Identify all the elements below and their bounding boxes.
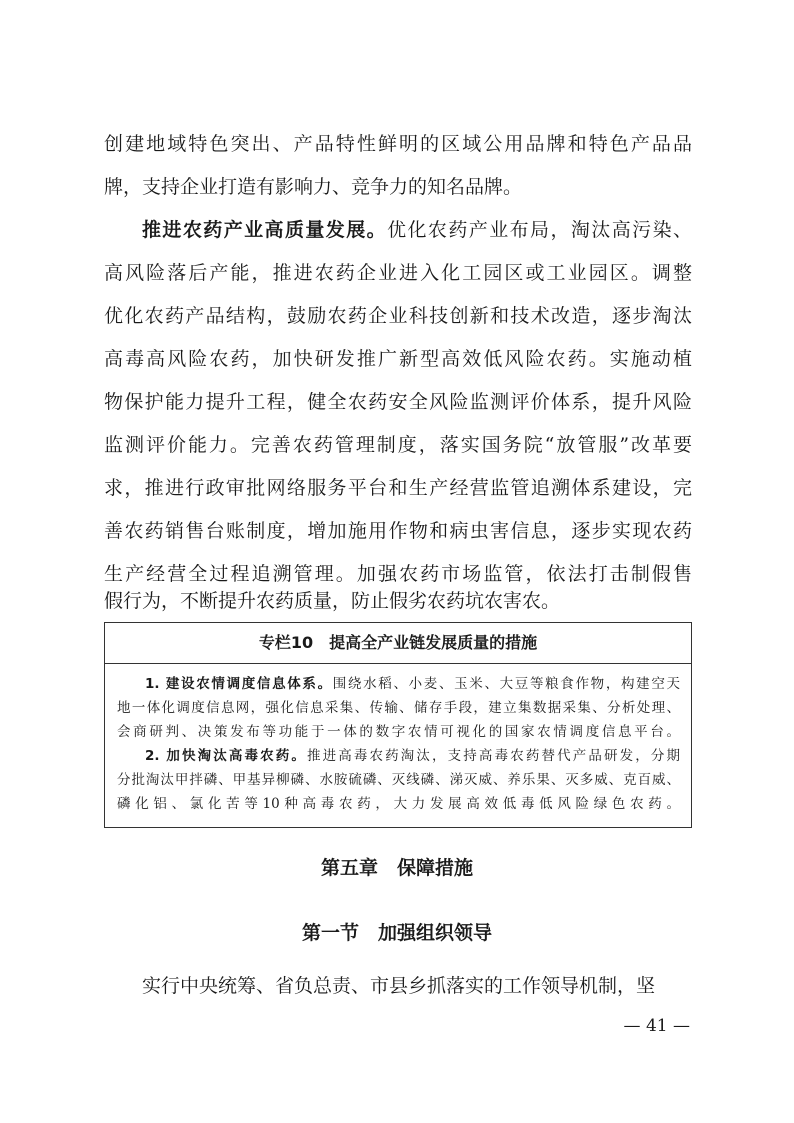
page-number: — 41 — <box>623 1016 690 1036</box>
body-text-line: 实行中央统筹、省负总责、市县乡抓落实的工作领导机制，坚 <box>142 975 656 997</box>
body-text-line: 优化农药产品结构，鼓励农药企业科技创新和技术改造，逐步淘汰 <box>104 305 692 327</box>
body-text-line: 物保护能力提升工程，健全农药安全风险监测评价体系，提升风险 <box>104 391 692 413</box>
box-item-text: 推进高毒农药淘汰，支持高毒农药替代产品研发，分期 <box>307 748 680 764</box>
chapter-title: 第五章 保障措施 <box>320 857 473 879</box>
box-item-line: 磷化铝、氯化苦等10种高毒农药，大力发展高效低毒低风险绿色农药。 <box>117 796 680 812</box>
box-item-line: 分批淘汰甲拌磷、甲基异柳磷、水胺硫磷、灭线磷、涕灭威、养乐果、灭多威、克百威、 <box>117 772 680 788</box>
section-title: 第一节 加强组织领导 <box>301 922 492 944</box>
box-item-text: 围绕水稻、小麦、玉米、大豆等粮食作物，构建空天 <box>332 676 680 692</box>
body-text-line: 假行为，不断提升农药质量，防止假劣农药坑农害农。 <box>104 590 561 612</box>
box-item-heading: 2. 加快淘汰高毒农药。 <box>145 748 308 764</box>
body-text-line: 高风险落后产能，推进农药企业进入化工园区或工业园区。调整 <box>104 262 692 284</box>
body-text-line: 生产经营全过程追溯管理。加强农药市场监管，依法打击制假售 <box>104 563 692 585</box>
body-text-line: 监测评价能力。完善农药管理制度，落实国务院“放管服”改革要 <box>104 434 692 456</box>
paragraph-first-line <box>104 218 692 242</box>
body-text-line: 求，推进行政审批网络服务平台和生产经营监管追溯体系建设，完 <box>104 477 692 499</box>
box-item-line <box>117 747 680 765</box>
box-item-heading: 1. 建设农情调度信息体系。 <box>145 676 333 692</box>
body-text-line: 创建地域特色突出、产品特性鲜明的区域公用品牌和特色产品品 <box>104 133 692 155</box>
box-item-line: 地一体化调度信息网，强化信息采集、传输、储存手段，建立集数据采集、分析处理、 <box>117 700 680 716</box>
body-text: 优化农药产业布局，淘汰高污染、 <box>387 219 692 241</box>
box-item-line <box>117 675 680 693</box>
body-text-line: 善农药销售台账制度，增加施用作物和病虫害信息，逐步实现农药 <box>104 520 692 542</box>
box-item-line: 会商研判、决策发布等功能于一体的数字农情可视化的国家农情调度信息平台。 <box>117 724 680 740</box>
body-text-line: 高毒高风险农药，加快研发推广新型高效低风险农药。实施动植 <box>104 348 692 370</box>
box-title: 专栏10 提高全产业链发展质量的措施 <box>105 623 691 664</box>
paragraph-heading: 推进农药产业高质量发展。 <box>142 219 388 241</box>
body-text-line: 牌，支持企业打造有影响力、竞争力的知名品牌。 <box>104 176 523 198</box>
feature-box <box>104 622 692 828</box>
